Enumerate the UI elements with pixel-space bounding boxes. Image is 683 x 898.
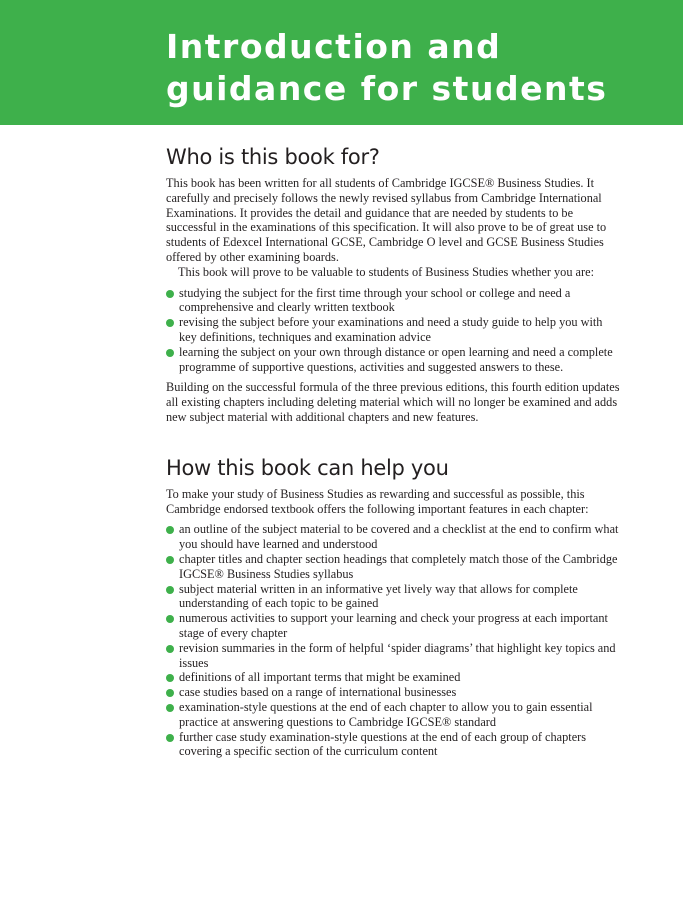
paragraph: This book will prove to be valuable to students of Business Studies whether you are: <box>178 264 594 279</box>
bullet-icon <box>166 349 174 357</box>
list-item-text: subject material written in an informative yet lively way that allows for complete understanding of each topic to be gained <box>179 581 578 611</box>
list-item-text: chapter titles and chapter section headings that completely match those of the Cambridge IGCSE® Business Studies syllabus <box>179 551 618 581</box>
list-item <box>166 345 621 375</box>
page-title-line-1: Introduction and <box>166 27 502 66</box>
section-heading: Who is this book for? <box>166 145 380 169</box>
list-item <box>166 611 621 641</box>
list-item <box>166 286 621 316</box>
bullet-icon <box>166 645 174 653</box>
list-item-text: learning the subject on your own through distance or open learning and need a complete programme of supportive questions, activities and suggested answers to these. <box>179 344 613 374</box>
list-item-text: examination-style questions at the end of each chapter to allow you to gain essential practice at answering questions to Cambridge IGCSE® standard <box>179 699 593 729</box>
paragraph: Building on the successful formula of the three previous editions, this fourth edition updates all existing chapters including deleting material which will no longer be examined and adds new subject material with additional chapters and new features. <box>166 380 620 424</box>
paragraph: This book has been written for all students of Cambridge IGCSE® Business Studies. It carefully and precisely follows the newly revised syllabus from Cambridge International Examinations. It provides the detail and guidance that are needed by students to be successful in the examinations of this specification. It will also prove to be of great use to students of Edexcel International GCSE, Cambridge O level and GCSE Business Studies offered by other examining boards. <box>166 176 607 264</box>
bullet-icon <box>166 689 174 697</box>
bullet-icon <box>166 674 174 682</box>
main-content <box>166 140 621 765</box>
section-who-is-this-book-for <box>166 140 621 425</box>
list-item-text: definitions of all important terms that might be examined <box>179 670 461 685</box>
list-item-text: numerous activities to support your learning and check your progress at each important stage of every chapter <box>179 611 608 640</box>
bullet-icon <box>166 526 174 534</box>
list-item <box>166 582 621 612</box>
list-item <box>166 730 621 760</box>
bullet-icon <box>166 615 174 623</box>
list-item <box>166 552 621 582</box>
paragraph: To make your study of Business Studies as rewarding and successful as possible, this Cambridge endorsed textbook offers the following important features in each chapter: <box>166 486 589 516</box>
page-title-line-2: guidance for students <box>166 69 608 108</box>
list-item <box>166 700 621 730</box>
list-item-text: an outline of the subject material to be covered and a checklist at the end to confirm what you should have learned and understood <box>179 522 619 552</box>
list-item <box>166 641 621 671</box>
bullet-icon <box>166 586 174 594</box>
list-item <box>166 315 621 345</box>
bullet-list <box>166 522 621 759</box>
bullet-list <box>166 286 621 375</box>
section-how-this-book-can-help <box>166 451 621 759</box>
bullet-icon <box>166 556 174 564</box>
list-item-text: revision summaries in the form of helpful ‘spider diagrams’ that highlight key topics and issues <box>179 640 616 670</box>
bullet-icon <box>166 734 174 742</box>
list-item-text: revising the subject before your examinations and need a study guide to help you with key definitions, techniques and examination advice <box>179 315 603 344</box>
list-item <box>166 522 621 552</box>
bullet-icon <box>166 319 174 327</box>
list-item-text: case studies based on a range of international businesses <box>179 685 457 700</box>
list-item-text: further case study examination-style questions at the end of each group of chapters covering a specific section of the curriculum content <box>179 729 587 759</box>
section-heading: How this book can help you <box>166 455 449 480</box>
list-item <box>166 670 621 685</box>
page-title <box>166 26 607 110</box>
list-item-text: studying the subject for the first time through your school or college and need a comprehensive and clearly written textbook <box>179 285 571 315</box>
title-banner <box>0 0 683 125</box>
bullet-icon <box>166 290 174 298</box>
list-item <box>166 685 621 700</box>
bullet-icon <box>166 704 174 712</box>
